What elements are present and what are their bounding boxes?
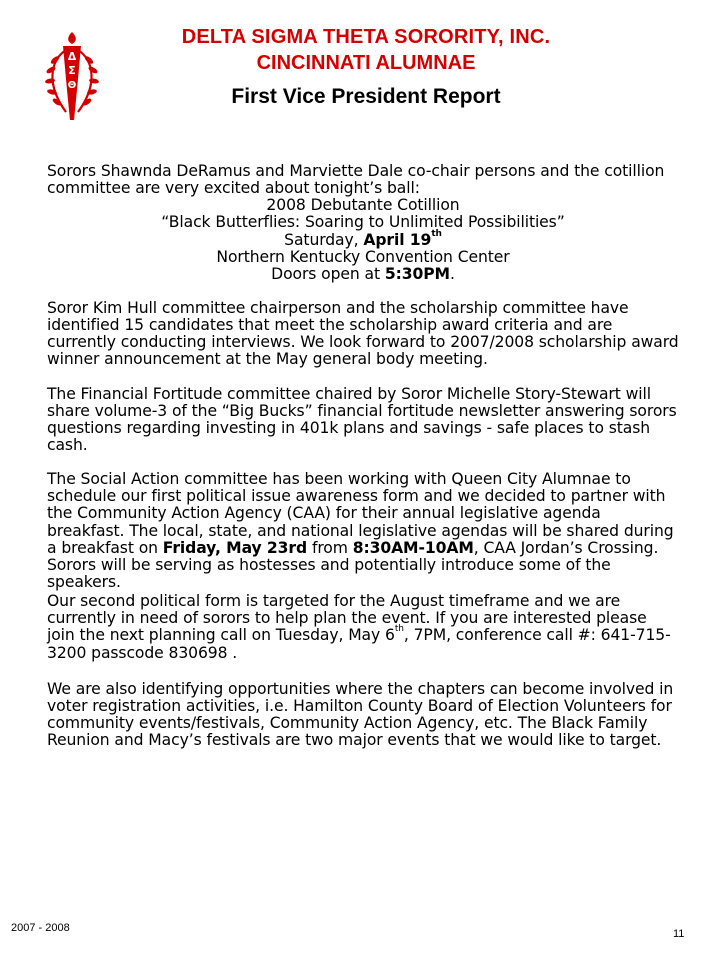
second-form-part2: , 7PM, conference call #: 641-715-3200 passcode 830698 . — [47, 626, 671, 662]
svg-text:Θ: Θ — [67, 80, 77, 91]
org-title: DELTA SIGMA THETA SORORITY, INC. — [181, 26, 551, 48]
cotillion-event-name: 2008 Debutante Cotillion — [266, 196, 460, 215]
report-body — [47, 163, 679, 749]
second-form-part1: Our second political form is targeted for the August timeframe and we are currently in need of sorors to help plan the event. If you are interested please join the next planning call on Tuesday, May 6 — [47, 592, 647, 645]
cotillion-doors — [47, 266, 679, 283]
svg-text:Δ: Δ — [67, 50, 77, 63]
social-action-time: 8:30AM-10AM — [352, 538, 474, 557]
doors-suffix: . — [449, 264, 455, 283]
doors-time: 5:30PM — [384, 264, 450, 283]
cotillion-date — [47, 228, 679, 249]
cotillion-intro: Sorors Shawnda DeRamus and Marviette Dale co-chair persons and the cotillion committee are very excited about tonight’s ball: — [47, 162, 665, 198]
second-form-sup: th — [394, 624, 404, 635]
second-form-paragraph — [47, 593, 679, 662]
social-action-date: Friday, May 23rd — [162, 538, 308, 557]
footer-years: 2007 - 2008 — [11, 922, 70, 934]
financial-paragraph: The Financial Fortitude committee chaired by Soror Michelle Story-Stewart will share volume-3 of the “Big Bucks” financial fortitude newsletter answering sorors questions regarding investing in 401k plans and savings - safe places to stash cash. — [47, 384, 677, 454]
voter-paragraph: We are also identifying opportunities where the chapters can become involved in voter registration activities, i.e. Hamilton County Board of Election Volunteers for community events/festivals, Community Action Agency, etc. The Black Family Reunion and Macy’s festivals are two major events that we would like to target. — [47, 679, 674, 750]
date-prefix: Saturday, — [284, 230, 364, 249]
scholarship-paragraph: Soror Kim Hull committee chairperson and the scholarship committee have identified 15 candidates that meet the scholarship award criteria and are currently conducting interviews. We look forward to 2007/2008 scholarship award winner announcement at the May general body meeting. — [47, 298, 679, 369]
cotillion-theme: “Black Butterflies: Soaring to Unlimited Possibilities” — [161, 213, 565, 232]
chapter-title: CINCINNATI ALUMNAE — [256, 52, 476, 74]
social-action-part2: from — [307, 538, 353, 557]
date-sup: th — [431, 228, 442, 239]
date-bold: April 19 — [363, 230, 432, 249]
social-action-part3: , CAA Jordan’s Crossing. Sorors will be serving as hostesses and potentially introduce some of the speakers. — [47, 538, 659, 591]
cotillion-venue: Northern Kentucky Convention Center — [216, 247, 510, 266]
svg-text:Σ: Σ — [68, 64, 76, 77]
social-action-part1: The Social Action committee has been working with Queen City Alumnae to schedule our first political issue awareness form and we decided to partner with the Community Action Agency (CAA) for their annual legislative agenda breakfast. The local, state, and national legislative agendas will be shared during a breakfast on — [47, 470, 674, 557]
social-action-paragraph — [47, 471, 679, 591]
page-number: 11 — [673, 928, 685, 940]
doors-prefix: Doors open at — [271, 264, 385, 283]
report-title: First Vice President Report — [231, 85, 501, 108]
